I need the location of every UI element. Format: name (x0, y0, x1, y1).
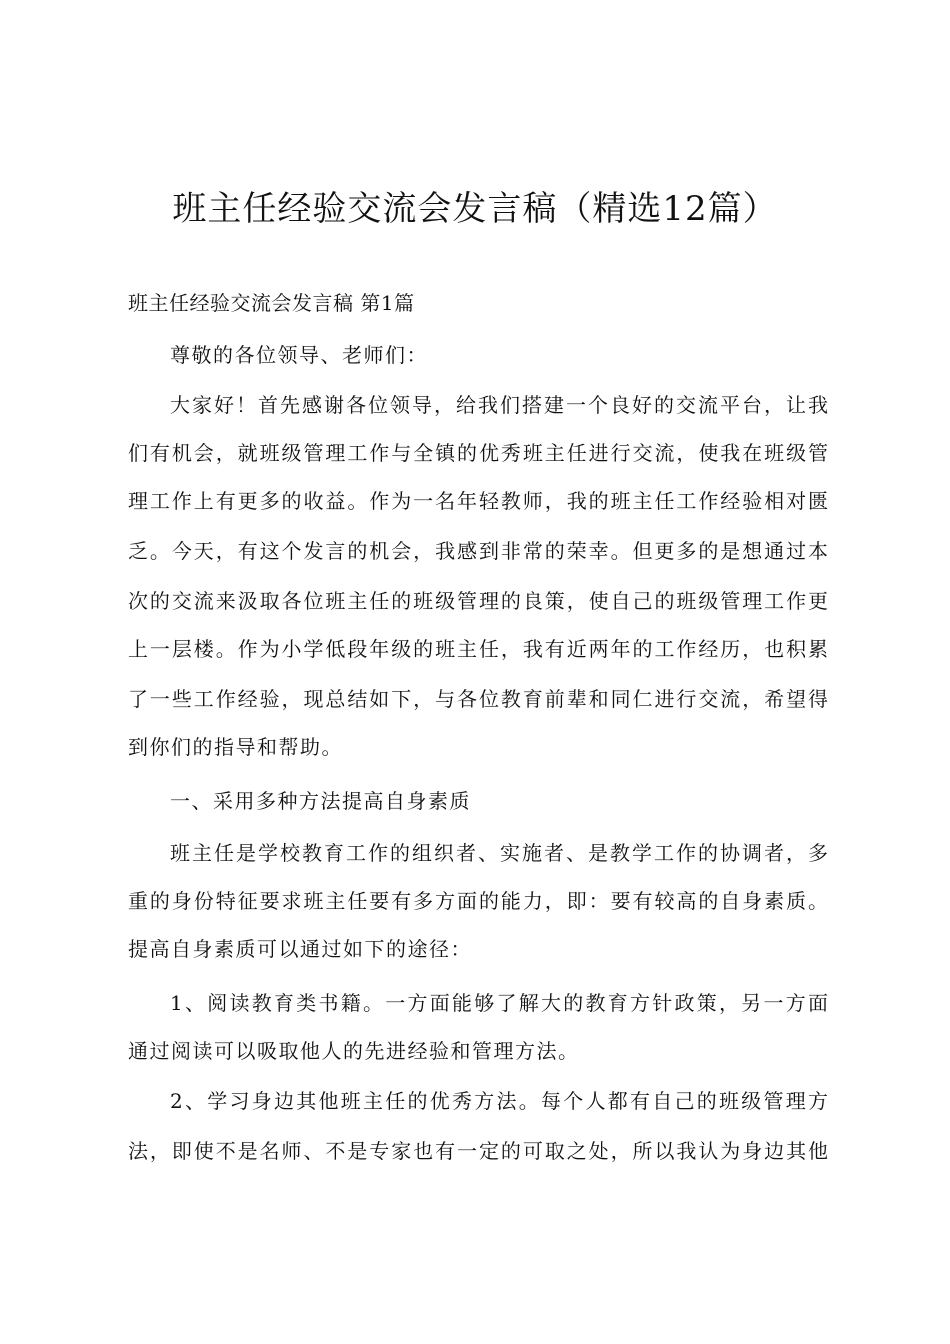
paragraph-line: 大家好！首先感谢各位领导，给我们搭建一个良好的交流平台，让我 (170, 393, 828, 417)
document-title: 班主任经验交流会发言稿（精选12篇） (172, 189, 778, 229)
paragraph-line: 1、阅读教育类书籍。一方面能够了解大的教育方针政策，另一方面 (170, 991, 828, 1015)
paragraph-line: 了一些工作经验，现总结如下，与各位教育前辈和同仁进行交流，希望得 (128, 687, 828, 711)
paragraph-line: 上一层楼。作为小学低段年级的班主任，我有近两年的工作经历，也积累 (128, 637, 828, 661)
paragraph-line: 次的交流来汲取各位班主任的班级管理的良策，使自己的班级管理工作更 (128, 589, 828, 613)
paragraph-line: 提高自身素质可以通过如下的途径： (128, 937, 472, 961)
section-heading: 班主任经验交流会发言稿 第1篇 (128, 291, 415, 315)
paragraph-line: 到你们的指导和帮助。 (128, 735, 343, 759)
paragraph-line: 法，即使不是名师、不是专家也有一定的可取之处，所以我认为身边其他 (128, 1139, 828, 1163)
paragraph-line: 2、学习身边其他班主任的优秀方法。每个人都有自己的班级管理方 (170, 1089, 828, 1113)
paragraph-line: 班主任是学校教育工作的组织者、实施者、是教学工作的协调者，多 (170, 841, 828, 865)
paragraph-line: 通过阅读可以吸取他人的先进经验和管理方法。 (128, 1039, 580, 1063)
paragraph-line: 乏。今天，有这个发言的机会，我感到非常的荣幸。但更多的是想通过本 (128, 539, 828, 563)
paragraph-line: 们有机会，就班级管理工作与全镇的优秀班主任进行交流，使我在班级管 (128, 441, 828, 465)
salutation-line: 尊敬的各位领导、老师们： (170, 343, 428, 367)
paragraph-line: 理工作上有更多的收益。作为一名年轻教师，我的班主任工作经验相对匮 (128, 489, 828, 513)
subheading-line: 一、采用多种方法提高自身素质 (170, 789, 471, 813)
paragraph-line: 重的身份特征要求班主任要有多方面的能力，即：要有较高的自身素质。 (128, 889, 828, 913)
